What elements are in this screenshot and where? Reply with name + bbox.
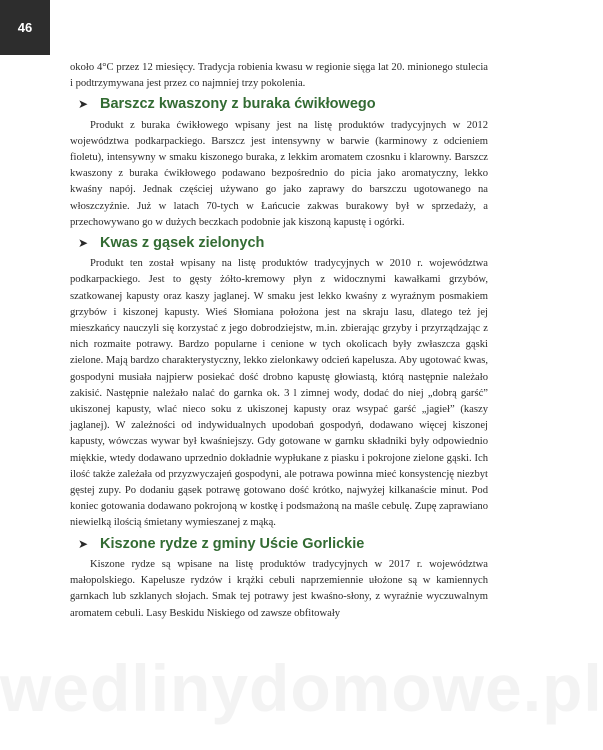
section-kwas bbox=[70, 235, 488, 532]
section-heading bbox=[76, 96, 488, 112]
section-heading bbox=[76, 536, 488, 552]
section-paragraph: Produkt ten został wpisany na listę produktów tradycyjnych w 2010 r. województwa podkarpackiego. Jest to gęsty żółto-kremowy płyn z widocznymi kawałkami grzybów, szatkowanej kapusty oraz kaszy jaglanej. W smaku jest lekko kwaśny z wyraźnym posmakiem grzybów i kiszonej kapusty. Wieś Słomiana położona jest na skraju lasu, dlatego też jej mieszkańcy nauczyli się korzystać z jego dobrodziejstw, m.in. zbierając grzyby i przyrządzając z nich rozmaite potrawy. Bardzo popularne i cenione w tych okolicach były zwłaszcza gąski zielone. Mają bardzo charakterystyczny, lekko zielonkawy odcień kapelusza. Aby ugotować kwas, gospodyni musiała najpierw posiekać dość drobno kapustę głowiastą, którą następnie należało zakisić. Następnie należało nalać do garnka ok. 3 l zimnej wody, dodać do niej „dobrą garść” ukiszonej kapusty, wlać nieco soku z ukiszonej kapusty oraz wsypać garść „jagieł” (kaszy jaglanej). W zależności od indywidualnych upodobań gospodyń, dodawano więcej kiszonej kapusty, wówczas wywar był kwaśniejszy. Gdy gotowane w garnku składniki były odpowiednio miękkie, wtedy dodawano uprzednio dokładnie wypłukane z piasku i pokrojone zielone gąski. Ich ilość także zależała od przyzwyczajeń gospodyni, ale potrawa powinna mieć konsystencję niezbyt gęstej zupy. Po dodaniu gąsek potrawę gotowano dość krótko, najwyżej kilkanaście minut. Pod koniec gotowania dodawano pokrojoną w kostkę i podsmażoną na maśle cebulę. Zupę zaprawiano niewielką ilością śmietany wymieszanej z mąką. bbox=[70, 258, 488, 529]
section-title: Kiszone rydze z gminy Uście Gorlickie bbox=[100, 535, 365, 552]
watermark: wedlinydomowe.pl bbox=[0, 651, 603, 725]
intro-paragraph: około 4°C przez 12 miesięcy. Tradycja robienia kwasu w regionie sięga lat 20. minionego stulecia i podtrzymywana jest przez co najmniej trzy pokolenia. bbox=[70, 62, 488, 90]
section-heading bbox=[76, 235, 488, 251]
document-body bbox=[70, 60, 488, 626]
arrow-icon: ➤ bbox=[77, 97, 89, 112]
section-rydze bbox=[70, 536, 488, 622]
arrow-icon: ➤ bbox=[77, 236, 89, 251]
section-title: Barszcz kwaszony z buraka ćwikłowego bbox=[100, 96, 376, 113]
section-paragraph: Produkt z buraka ćwikłowego wpisany jest na listę produktów tradycyjnych w 2012 województwa podkarpackiego. Barszcz jest intensywny w barwie (karminowy z odcieniem fioletu), intensywny w smaku kiszonego buraka, z lekkim aromatem czosnku i klarowny. Barszcz kwaszony z buraka ćwikłowego podawano bezpośrednio do picia jako aromatyczny, lekko kwaśny napój. Jednak częściej używano go jako zaprawy do barszczu ugotowanego na włoszczyźnie. Już w latach 70-tych w Łańcucie zakwas burakowy był w sprzedaży, a przechowywano go w dużych beczkach podobnie jak kiszoną kapustę i ogórki. bbox=[70, 119, 488, 228]
arrow-icon: ➤ bbox=[77, 536, 89, 551]
section-barszcz bbox=[70, 96, 488, 231]
page-number: 46 bbox=[0, 0, 50, 55]
section-title: Kwas z gąsek zielonych bbox=[100, 235, 265, 252]
section-paragraph: Kiszone rydze są wpisane na listę produktów tradycyjnych w 2017 r. województwa małopolskiego. Kapelusze rydzów i krążki cebuli naprzemiennie ułożone są w kamiennych garnkach lub szklanych słojach. Smak tej potrawy jest kwaśno-słony, z wyraźnie wyczuwalnym aromatem cebuli. Lasy Beskidu Niskiego od zawsze obfitowały bbox=[70, 558, 488, 619]
